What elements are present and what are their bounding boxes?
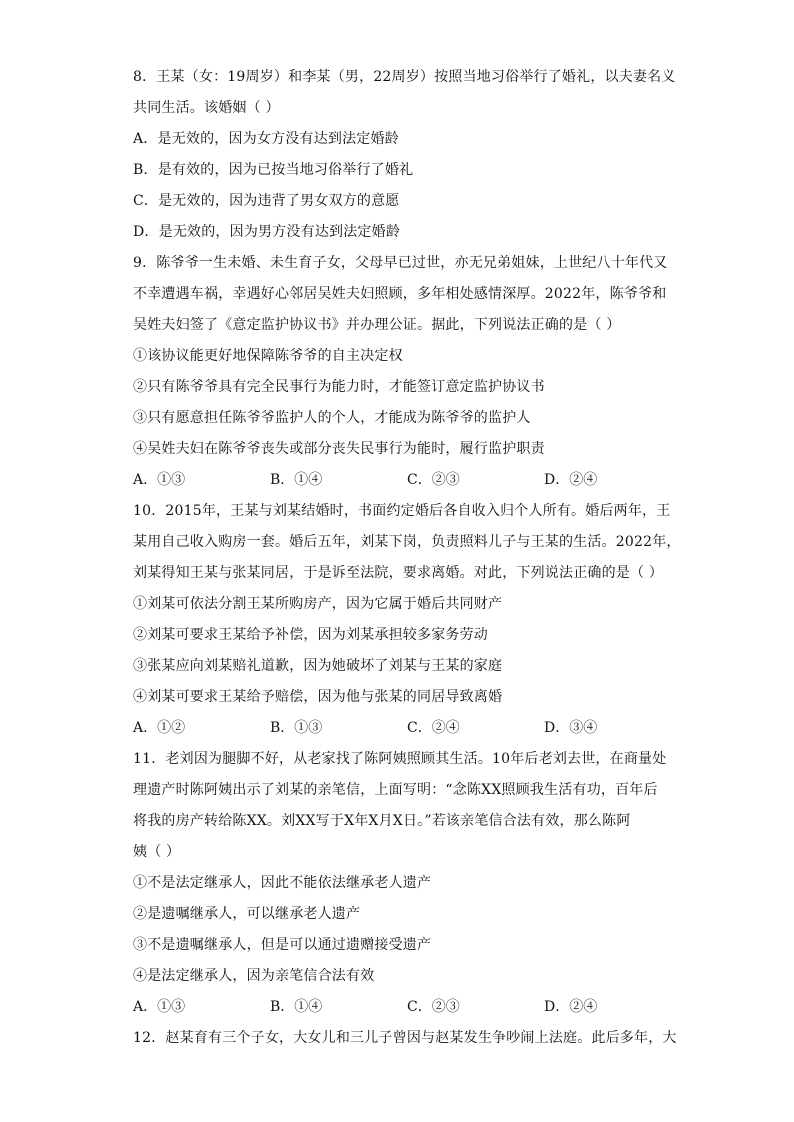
choice-a: A．是无效的，因为女方没有达到法定婚龄 (133, 131, 399, 147)
choice-d: D．是无效的，因为男方没有达到法定婚龄 (133, 224, 401, 240)
question-stem-line: 9．陈爷爷一生未婚、未生育子女，父母早已过世，亦无兄弟姐妹，上世纪八十年代又 (133, 255, 668, 271)
option-b: B．①④ (270, 999, 323, 1015)
question-12 (133, 1023, 677, 1054)
statement-4: ④吴姓夫妇在陈爷爷丧失或部分丧失民事行为能时，履行监护职责 (133, 441, 545, 457)
answer-options (133, 713, 663, 744)
question-list (133, 62, 681, 1054)
statement-2: ②是遗嘱继承人，可以继承老人遗产 (133, 906, 361, 922)
question-stem-line: 10．2015年，王某与刘某结婚时，书面约定婚后各自收入归个人所有。婚后两年，王 (133, 503, 671, 519)
question-stem-line: 某用自己收入购房一套。婚后五年，刘某下岗，负责照料儿子与王某的生活。2022年， (133, 534, 681, 550)
statement-4: ④是法定继承人，因为亲笔信合法有效 (133, 968, 375, 984)
option-c: C．②④ (407, 720, 460, 736)
option-b: B．①④ (270, 472, 323, 488)
answer-options (133, 465, 663, 496)
statement-1: ①刘某可依法分割王某所购房产，因为它属于婚后共同财产 (133, 596, 503, 612)
question-stem-line: 吴姓夫妇签了《意定监护协议书》并办理公证。据此，下列说法正确的是（ ） (133, 317, 621, 333)
question-stem-line: 刘某得知王某与张某同居，于是诉至法院，要求离婚。对此，下列说法正确的是（ ） (133, 565, 664, 581)
question-stem-line: 11．老刘因为腿脚不好，从老家找了陈阿姨照顾其生活。10年后老刘去世，在商量处 (133, 751, 667, 767)
question-stem-line: 将我的房产转给陈XX。刘XX写于X年X月X日。”若该亲笔信合法有效，那么陈阿 (133, 813, 631, 829)
question-stem-line: 12．赵某育有三个子女，大女儿和三儿子曾因与赵某发生争吵闹上法庭。此后多年，大 (133, 1030, 677, 1046)
question-stem-line: 8．王某（女：19周岁）和李某（男，22周岁）按照当地习俗举行了婚礼，以夫妻名义 (133, 69, 676, 85)
question-8 (133, 62, 676, 248)
statement-4: ④刘某可要求王某给予赔偿，因为他与张某的同居导致离婚 (133, 689, 503, 705)
statement-3: ③只有愿意担任陈爷爷监护人的个人，才能成为陈爷爷的监护人 (133, 410, 531, 426)
option-b: B．①③ (270, 720, 323, 736)
statement-1: ①不是法定继承人，因此不能依法继承老人遗产 (133, 875, 432, 891)
statement-2: ②刘某可要求王某给予补偿，因为刘某承担较多家务劳动 (133, 627, 488, 643)
option-d: D．②④ (544, 999, 598, 1015)
statement-3: ③张某应向刘某赔礼道歉，因为她破坏了刘某与王某的家庭 (133, 658, 503, 674)
choice-c: C．是无效的，因为违背了男女双方的意愿 (133, 193, 400, 209)
answer-options (133, 992, 663, 1023)
question-stem-line: 共同生活。该婚姻（ ） (133, 100, 280, 116)
question-10 (133, 496, 681, 744)
choice-b: B．是有效的，因为已按当地习俗举行了婚礼 (133, 162, 414, 178)
option-c: C．②③ (407, 472, 460, 488)
option-a: A．①③ (133, 472, 186, 488)
option-a: A．①② (133, 720, 186, 736)
statement-2: ②只有陈爷爷具有完全民事行为能力时，才能签订意定监护协议书 (133, 379, 545, 395)
option-d: D．③④ (544, 720, 598, 736)
question-11 (133, 744, 667, 1023)
option-c: C．②③ (407, 999, 460, 1015)
statement-3: ③不是遗嘱继承人，但是可以通过遗赠接受遗产 (133, 937, 432, 953)
question-stem-line: 理遗产时陈阿姨出示了刘某的亲笔信，上面写明：“念陈XX照顾我生活有功，百年后 (133, 782, 658, 798)
option-d: D．②④ (544, 472, 598, 488)
question-stem-line: 姨（ ） (133, 844, 181, 860)
option-a: A．①③ (133, 999, 186, 1015)
statement-1: ①该协议能更好地保障陈爷爷的自主决定权 (133, 348, 403, 364)
question-stem-line: 不幸遭遇车祸，幸遇好心邻居吴姓夫妇照顾，多年相处感情深厚。2022年，陈爷爷和 (133, 286, 667, 302)
question-9 (133, 248, 668, 496)
